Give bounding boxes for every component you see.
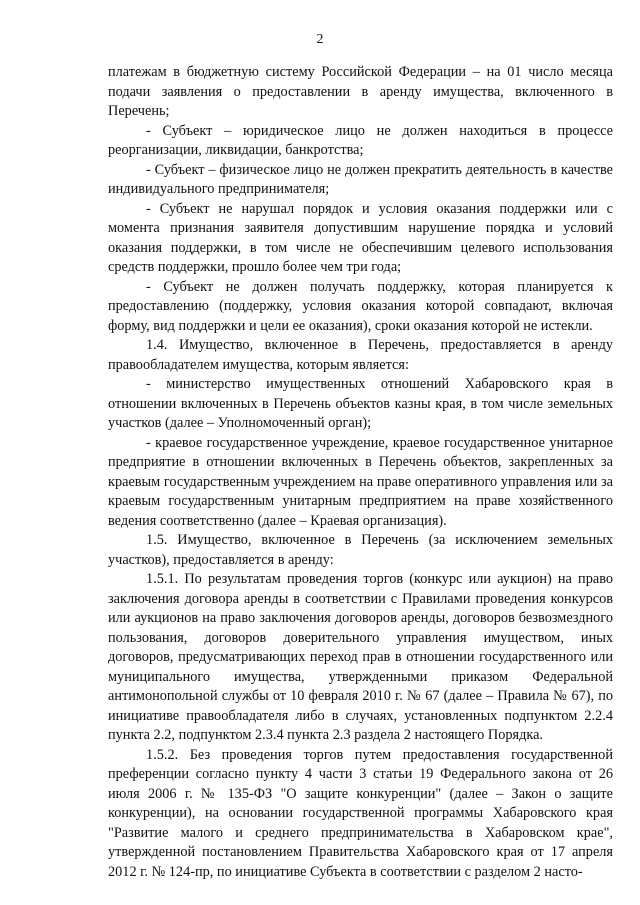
document-body bbox=[108, 63, 613, 882]
paragraph-continuation: платежам в бюджетную систему Российской Федерации – на 01 число месяца подачи заявления о предоставлении в аренду имущества, включенного в Перечень; bbox=[108, 64, 613, 119]
paragraph-requirement-support-violation: - Субъект не нарушал порядок и условия оказания поддержки или с момента признания заявителя допустившим нарушение порядка и условий оказания поддержки, в том числе не обеспечившим целевого использования средств поддержки, прошло более чем три года; bbox=[108, 200, 613, 275]
paragraph-1-4: 1.4. Имущество, включенное в Перечень, предоставляется в аренду правообладателем имущества, которым является: bbox=[108, 337, 613, 373]
page-number: 2 bbox=[316, 32, 324, 47]
paragraph-requirement-individual: - Субъект – физическое лицо не должен прекратить деятельность в качестве индивидуального предпринимателя; bbox=[108, 161, 613, 197]
paragraph-1-5: 1.5. Имущество, включенное в Перечень (за исключением земельных участков), предоставляется в аренду: bbox=[108, 532, 613, 568]
paragraph-requirement-duplicate-support: - Субъект не должен получать поддержку, которая планируется к предоставлению (поддержку, условия оказания которой совпадают, включая форму, вид поддержки и цели ее оказания), сроки оказания которой не истекли. bbox=[108, 278, 613, 334]
paragraph-1-5-2: 1.5.2. Без проведения торгов путем предоставления государственной преференции согласно пункту 4 части 3 статьи 19 Федерального закона от 26 июля 2006 г. № 135-ФЗ "О защите конкуренции" (далее – Закон о защите конкуренции), на основании государственной программы Хабаровского края "Развитие малого и среднего предпринимательства в Хабаровском крае", утвержденной постановлением Правительства Хабаровского края от 17 апреля 2012 г. № 124-пр, по инициативе Субъекта в соответствии с разделом 2 насто- bbox=[108, 746, 613, 880]
paragraph-1-5-1: 1.5.1. По результатам проведения торгов (конкурс или аукцион) на право заключения договора аренды в соответствии с Правилами проведения конкурсов или аукционов на право заключения договоров аренды, договоров безвозмездного пользования, договоров доверительного управления имуществом, иных договоров, предусматривающих переход прав в отношении государственного или муниципального имущества, утвержденными приказом Федеральной антимонопольной службы от 10 февраля 2010 г. № 67 (далее – Правила № 67), по инициативе правообладателя либо в случаях, установленных подпунктом 2.2.4 пункта 2.2, подпунктом 2.3.4 пункта 2.3 раздела 2 настоящего Порядка. bbox=[108, 571, 613, 743]
paragraph-requirement-legal-entity: - Субъект – юридическое лицо не должен находиться в процессе реорганизации, ликвидации, банкротства; bbox=[108, 122, 613, 158]
paragraph-ministry: - министерство имущественных отношений Хабаровского края в отношении включенных в Перечень объектов казны края, в том числе земельных участков (далее – Уполномоченный орган); bbox=[108, 376, 613, 431]
paragraph-regional-organization: - краевое государственное учреждение, краевое государственное унитарное предприятие в отношении включенных в Перечень объектов, закрепленных за краевым государственным учреждением на праве оперативного управления или за краевым государственным унитарным предприятием на праве хозяйственного ведения соответственно (далее – Краевая организация). bbox=[108, 434, 613, 529]
